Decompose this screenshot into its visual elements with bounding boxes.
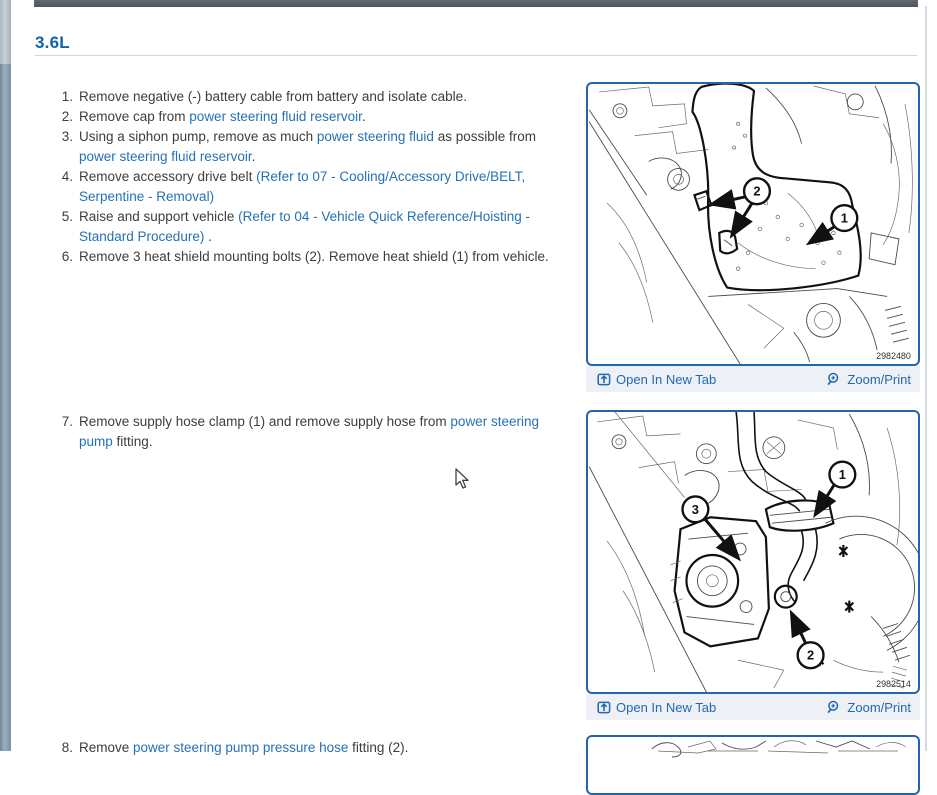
step-number: 5. bbox=[61, 209, 73, 224]
step-number: 8. bbox=[61, 740, 73, 755]
open-in-new-tab-link[interactable]: Open In New Tab bbox=[597, 372, 716, 387]
zoom-print-link[interactable]: Zoom/Print bbox=[827, 700, 911, 715]
procedure-link[interactable]: power steering pump pressure hose bbox=[133, 740, 349, 755]
callout-1 bbox=[831, 205, 857, 231]
figure-number: 2982480 bbox=[876, 351, 911, 362]
pump-line-art bbox=[588, 412, 918, 692]
open-in-new-tab-icon bbox=[597, 372, 611, 386]
svg-text:1: 1 bbox=[840, 210, 848, 226]
step-text bbox=[79, 207, 570, 247]
step-text-segment: Using a siphon pump, remove as much bbox=[79, 129, 317, 144]
step-number: 3. bbox=[61, 129, 73, 144]
open-in-new-tab-icon bbox=[597, 700, 611, 714]
step-item bbox=[58, 127, 570, 167]
step-text bbox=[79, 127, 570, 167]
svg-text:3: 3 bbox=[691, 501, 699, 517]
step-text-segment: fitting. bbox=[112, 434, 153, 449]
content-right-border bbox=[925, 6, 927, 751]
mouse-cursor bbox=[455, 468, 469, 489]
step-item bbox=[58, 738, 570, 758]
step-number: 6. bbox=[61, 249, 73, 264]
step-text bbox=[79, 167, 570, 207]
figure-toolbar bbox=[586, 366, 920, 392]
step-text bbox=[79, 107, 570, 127]
figure-toolbar bbox=[586, 694, 920, 720]
zoom-print-icon bbox=[827, 372, 842, 387]
procedure-link[interactable]: power steering pump bbox=[79, 414, 539, 449]
step-item bbox=[58, 167, 570, 207]
figure-panel-power-steering-pump bbox=[586, 410, 920, 720]
svg-text:2: 2 bbox=[753, 183, 761, 199]
step-text-segment: Remove bbox=[79, 740, 134, 755]
step-text-segment: fitting (2). bbox=[348, 740, 409, 755]
step-text-segment: . bbox=[251, 149, 256, 164]
callout-1 bbox=[829, 462, 855, 488]
top-frame-bar bbox=[34, 0, 918, 7]
figure-image-power-steering-pump bbox=[586, 410, 920, 694]
svg-text:2: 2 bbox=[807, 647, 815, 663]
step-text-segment: Remove negative (-) battery cable from battery and isolate cable. bbox=[79, 89, 467, 104]
procedure-link[interactable]: power steering fluid bbox=[316, 129, 434, 144]
step-item bbox=[58, 412, 570, 452]
step-item bbox=[58, 87, 570, 107]
left-scrollbar-thumb[interactable] bbox=[0, 64, 11, 751]
step-text bbox=[79, 87, 570, 107]
zoom-print-icon bbox=[827, 700, 842, 715]
procedure-link[interactable]: (Refer to 07 - Cooling/Accessory Drive/BELT, Serpentine - Removal) bbox=[79, 169, 526, 204]
open-in-new-tab-link[interactable]: Open In New Tab bbox=[597, 700, 716, 715]
procedure-link[interactable]: power steering fluid reservoir bbox=[189, 109, 362, 124]
step-item bbox=[58, 247, 570, 267]
procedure-link[interactable]: (Refer to 04 - Vehicle Quick Reference/Hoisting - Standard Procedure) bbox=[79, 209, 530, 244]
procedure-list bbox=[58, 412, 570, 452]
step-item bbox=[58, 107, 570, 127]
figure-image-partial bbox=[586, 735, 920, 795]
step-text-segment: Remove accessory drive belt bbox=[79, 169, 257, 184]
step-text bbox=[79, 247, 570, 267]
step-text-segment: . bbox=[361, 109, 366, 124]
callout-2 bbox=[744, 178, 770, 204]
callout-3 bbox=[683, 496, 709, 522]
left-scrollbar[interactable] bbox=[0, 0, 11, 751]
figure-panel-heat-shield bbox=[586, 82, 920, 392]
procedure-link[interactable]: power steering fluid reservoir bbox=[79, 149, 252, 164]
step-item bbox=[58, 207, 570, 247]
heat-shield-line-art bbox=[588, 84, 918, 364]
step-text-segment: Raise and support vehicle bbox=[79, 209, 239, 224]
procedure-list bbox=[58, 738, 570, 758]
step-number: 4. bbox=[61, 169, 73, 184]
step-number: 2. bbox=[61, 109, 73, 124]
step-text-segment: Remove supply hose clamp (1) and remove supply hose from bbox=[79, 414, 451, 429]
step-number: 1. bbox=[61, 89, 73, 104]
step-text-segment: Remove 3 heat shield mounting bolts (2). Remove heat shield (1) from vehicle. bbox=[79, 249, 549, 264]
section-divider bbox=[35, 55, 917, 56]
step-text-segment: as possible from bbox=[433, 129, 536, 144]
step-text bbox=[79, 412, 570, 452]
zoom-print-link[interactable]: Zoom/Print bbox=[827, 372, 911, 387]
step-text bbox=[79, 738, 570, 758]
callout-2 bbox=[798, 642, 824, 668]
figure-image-heat-shield bbox=[586, 82, 920, 366]
svg-text:1: 1 bbox=[838, 467, 846, 483]
step-text-segment: . bbox=[204, 229, 212, 244]
step-text-segment: Remove cap from bbox=[79, 109, 190, 124]
figure-number: 2982514 bbox=[876, 679, 911, 690]
page-title: 3.6L bbox=[35, 33, 70, 52]
procedure-list bbox=[58, 87, 570, 267]
left-scrollbar-track[interactable] bbox=[0, 0, 11, 64]
partial-line-art bbox=[588, 737, 918, 793]
figure-panel-partial bbox=[586, 735, 920, 795]
step-number: 7. bbox=[61, 414, 73, 429]
